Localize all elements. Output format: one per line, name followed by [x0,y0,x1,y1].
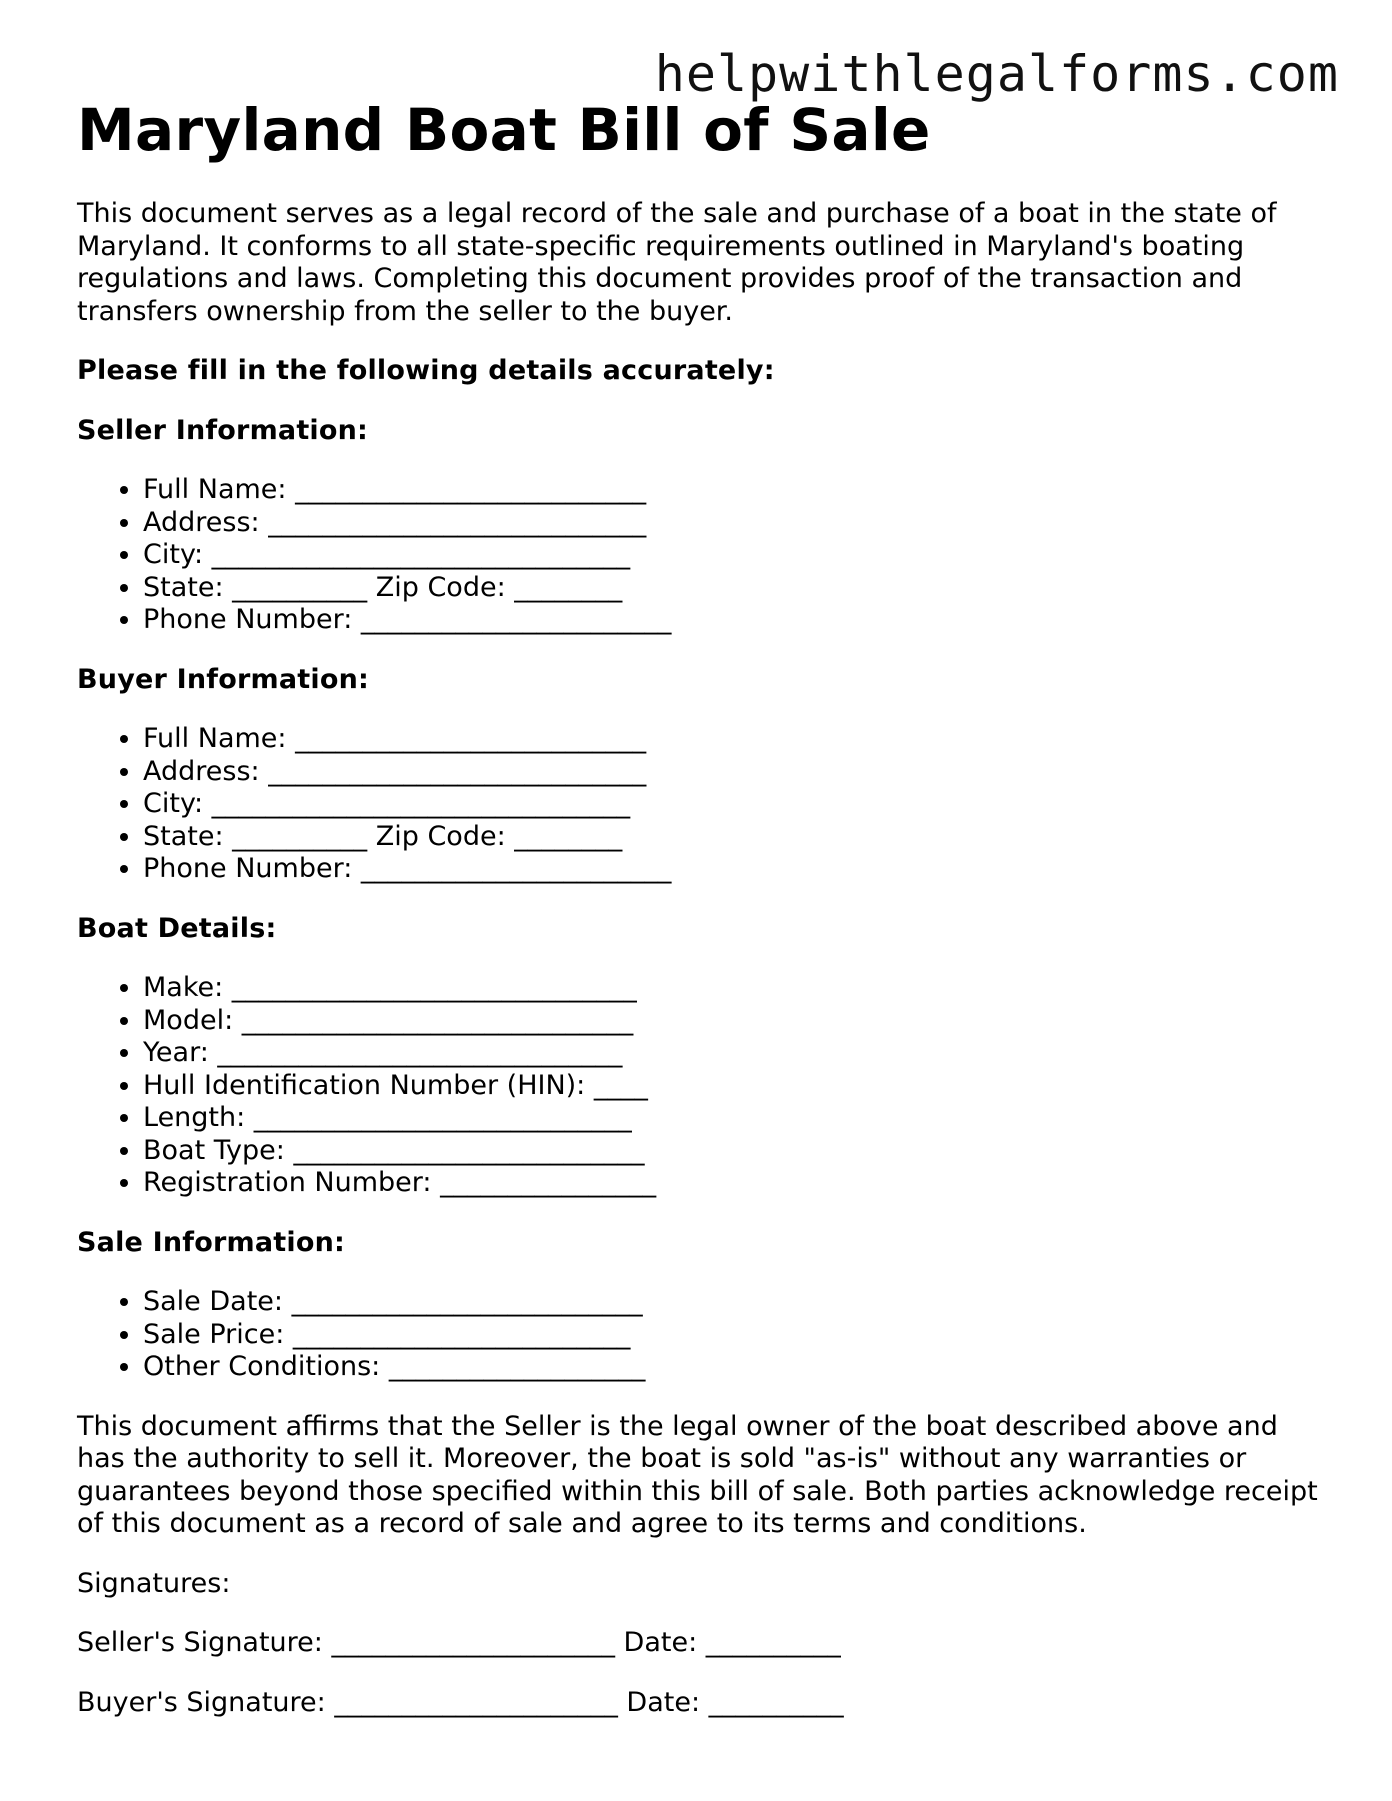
seller-city-field[interactable]: • City: _______________________________ [143,539,1327,572]
seller-address-field[interactable]: • Address: ____________________________ [143,507,1327,540]
sale-other-conditions-field[interactable]: • Other Conditions: ___________________ [143,1351,1327,1384]
seller-section-heading: Seller Information: [77,414,369,446]
sale-price-field[interactable]: • Sale Price: _________________________ [143,1319,1327,1352]
buyer-address-field[interactable]: • Address: ____________________________ [143,756,1327,789]
boat-hin-field[interactable]: • Hull Identification Number (HIN): ____ [143,1070,1327,1103]
intro-paragraph: This document serves as a legal record of the sale and purchase of a boat in the state of Maryland. It conforms to all state-specific requirements outlined in Maryland's boating regulations and laws. Completing this document provides proof of the transaction and transfers ownership from the seller to the buyer. [77,198,1277,327]
boat-year-field[interactable]: • Year: ______________________________ [143,1037,1327,1070]
sale-date-field[interactable]: • Sale Date: __________________________ [143,1286,1327,1319]
boat-registration-field[interactable]: • Registration Number: ________________ [143,1167,1327,1200]
closing-paragraph: This document affirms that the Seller is the legal owner of the boat described above and has the authority to sell it. Moreover, the boat is sold "as-is" without any warranties or guarantees beyond those specified within this bill of sale. Both parties acknowledge receipt of this document as a record of sale and agree to its terms and conditions. [77,1410,1318,1539]
buyer-state-zip-field[interactable]: • State: __________ Zip Code: ________ [143,821,1327,854]
seller-full-name-field[interactable]: • Full Name: __________________________ [143,474,1327,507]
site-watermark: helpwithlegalforms.com [654,45,1339,103]
signatures-label: Signatures: [77,1567,231,1599]
sale-fields-list [77,1286,1327,1384]
seller-signature-line[interactable]: Seller's Signature: _____________________ Date: __________ [77,1627,841,1658]
buyer-full-name-field[interactable]: • Full Name: __________________________ [143,723,1327,756]
buyer-section-heading: Buyer Information: [77,663,369,695]
buyer-phone-field[interactable]: • Phone Number: _______________________ [143,853,1327,886]
seller-phone-field[interactable]: • Phone Number: _______________________ [143,604,1327,637]
boat-type-field[interactable]: • Boat Type: __________________________ [143,1135,1327,1168]
page-title: Maryland Boat Bill of Sale [77,96,931,164]
boat-length-field[interactable]: • Length: ____________________________ [143,1102,1327,1135]
sale-section-heading: Sale Information: [77,1226,345,1258]
document-body [77,198,1327,1746]
buyer-fields-list [77,723,1327,886]
instruction-text: Please fill in the following details accurately: [77,355,775,386]
seller-fields-list [77,474,1327,637]
boat-section-heading: Boat Details: [77,912,277,944]
boat-make-field[interactable]: • Make: ______________________________ [143,972,1327,1005]
buyer-city-field[interactable]: • City: _______________________________ [143,788,1327,821]
buyer-signature-line[interactable]: Buyer's Signature: _____________________ Date: __________ [77,1686,844,1718]
boat-fields-list [77,972,1327,1200]
boat-model-field[interactable]: • Model: _____________________________ [143,1005,1327,1038]
seller-state-zip-field[interactable]: • State: __________ Zip Code: ________ [143,572,1327,605]
